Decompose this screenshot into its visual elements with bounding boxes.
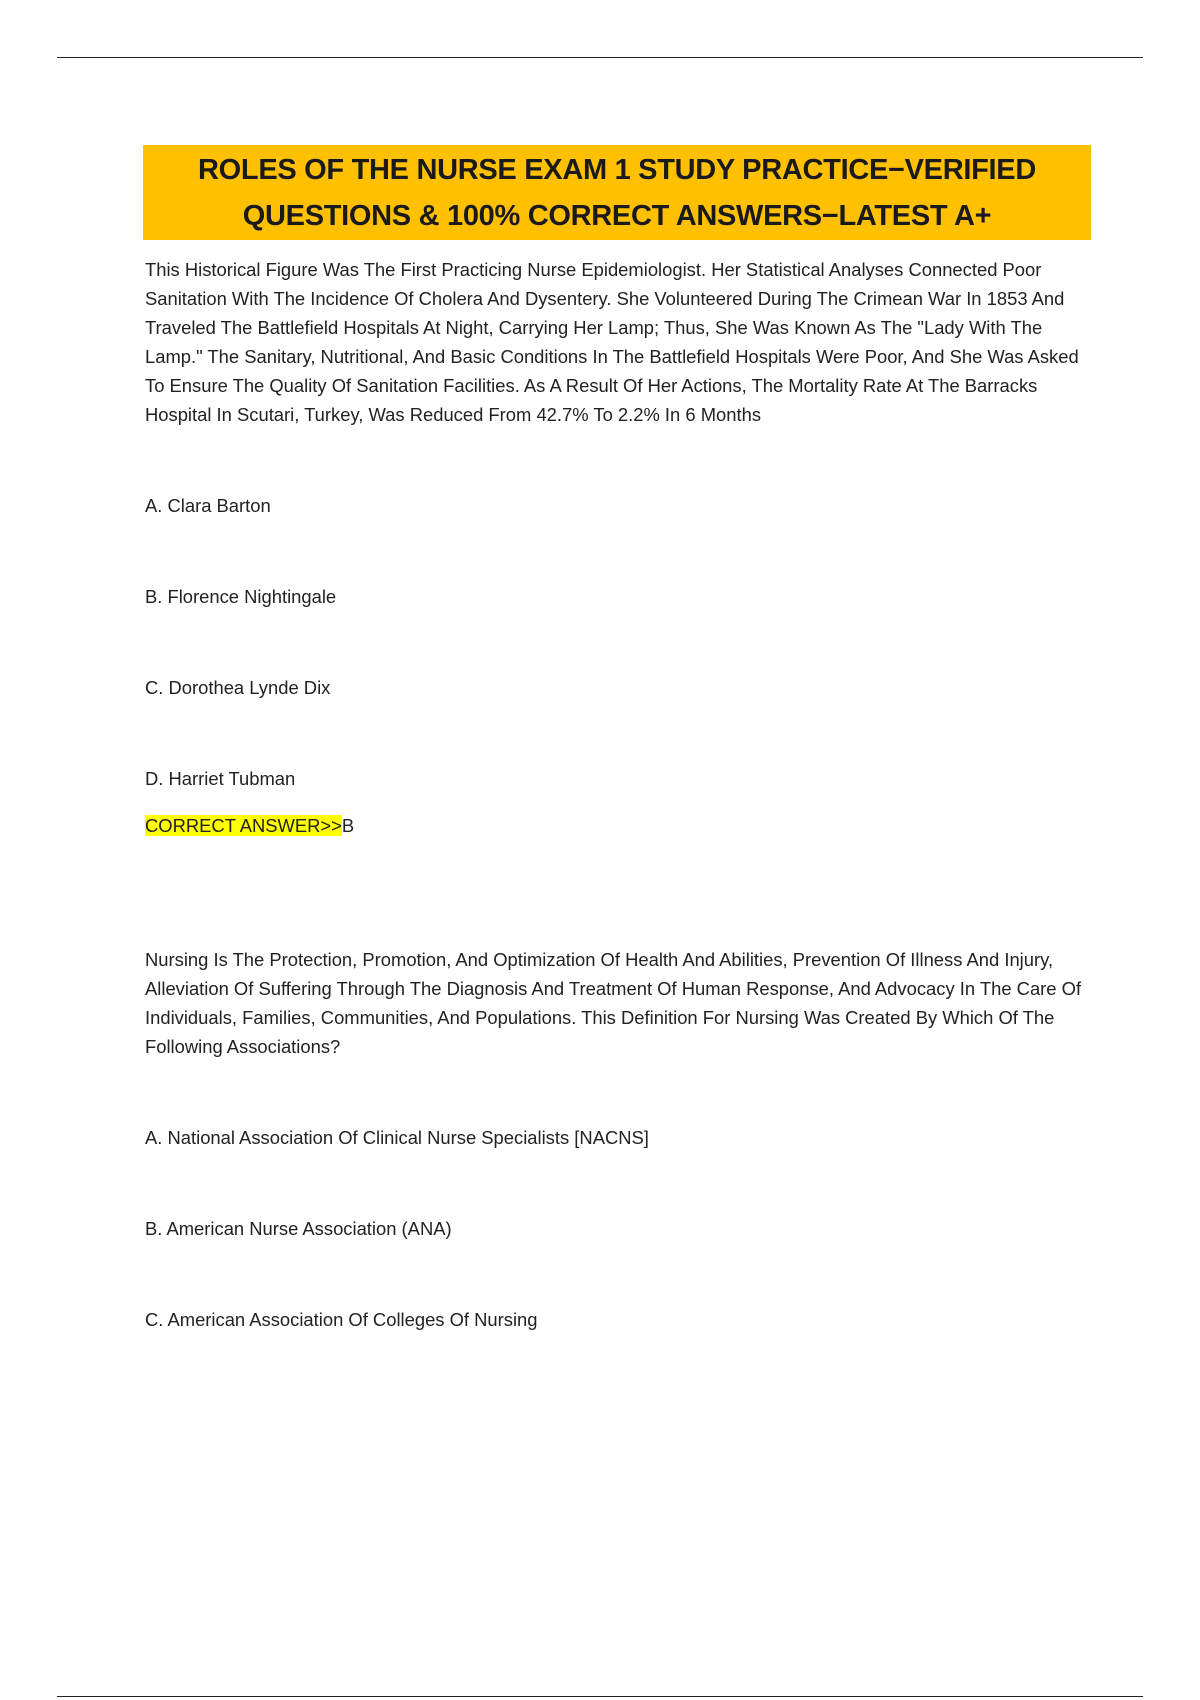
title-line-2: QUESTIONS & 100% CORRECT ANSWERS−LATEST A+ bbox=[242, 199, 992, 232]
question-1-option-b: B. Florence Nightingale bbox=[145, 586, 337, 607]
question-1-option-d: D. Harriet Tubman bbox=[145, 768, 296, 789]
question-2-option-c: C. American Association Of Colleges Of Nursing bbox=[145, 1309, 538, 1330]
question-1-option-a: A. Clara Barton bbox=[145, 495, 271, 516]
title-line-1: ROLES OF THE NURSE EXAM 1 STUDY PRACTICE−VERIFIED bbox=[198, 153, 1036, 186]
question-1-answer bbox=[145, 811, 1090, 840]
bottom-rule bbox=[57, 1696, 1143, 1697]
correct-answer-label: CORRECT ANSWER>> bbox=[145, 815, 342, 836]
question-2-option-a: A. National Association Of Clinical Nurse Specialists [NACNS] bbox=[145, 1127, 649, 1148]
question-1-option-c: C. Dorothea Lynde Dix bbox=[145, 677, 331, 698]
title-banner bbox=[143, 145, 1091, 240]
question-2 bbox=[145, 945, 1090, 1334]
correct-answer-value: B bbox=[341, 815, 355, 836]
top-rule bbox=[57, 57, 1143, 58]
document-body bbox=[145, 255, 1090, 1334]
question-1 bbox=[145, 255, 1090, 840]
question-1-text: This Historical Figure Was The First Practicing Nurse Epidemiologist. Her Statistical Analyses Connected Poor Sanitation With The Incidence Of Cholera And Dysentery. She Volunteered During The Crimean War In 1853 And Traveled The Battlefield Hospitals At Night, Carrying Her Lamp; Thus, She Was Known As The "Lady With The Lamp." The Sanitary, Nutritional, And Basic Conditions In The Battlefield Hospitals Were Poor, And She Was Asked To Ensure The Quality Of Sanitation Facilities. As A Result Of Her Actions, The Mortality Rate At The Barracks Hospital In Scutari, Turkey, Was Reduced From 42.7% To 2.2% In 6 Months bbox=[145, 259, 1079, 425]
question-2-option-b: B. American Nurse Association (ANA) bbox=[145, 1218, 452, 1239]
question-2-text: Nursing Is The Protection, Promotion, And Optimization Of Health And Abilities, Prevention Of Illness And Injury, Alleviation Of Suffering Through The Diagnosis And Treatment Of Human Response, And Advocacy In The Care Of Individuals, Families, Communities, And Populations. This Definition For Nursing Was Created By Which Of The Following Associations? bbox=[145, 949, 1082, 1057]
